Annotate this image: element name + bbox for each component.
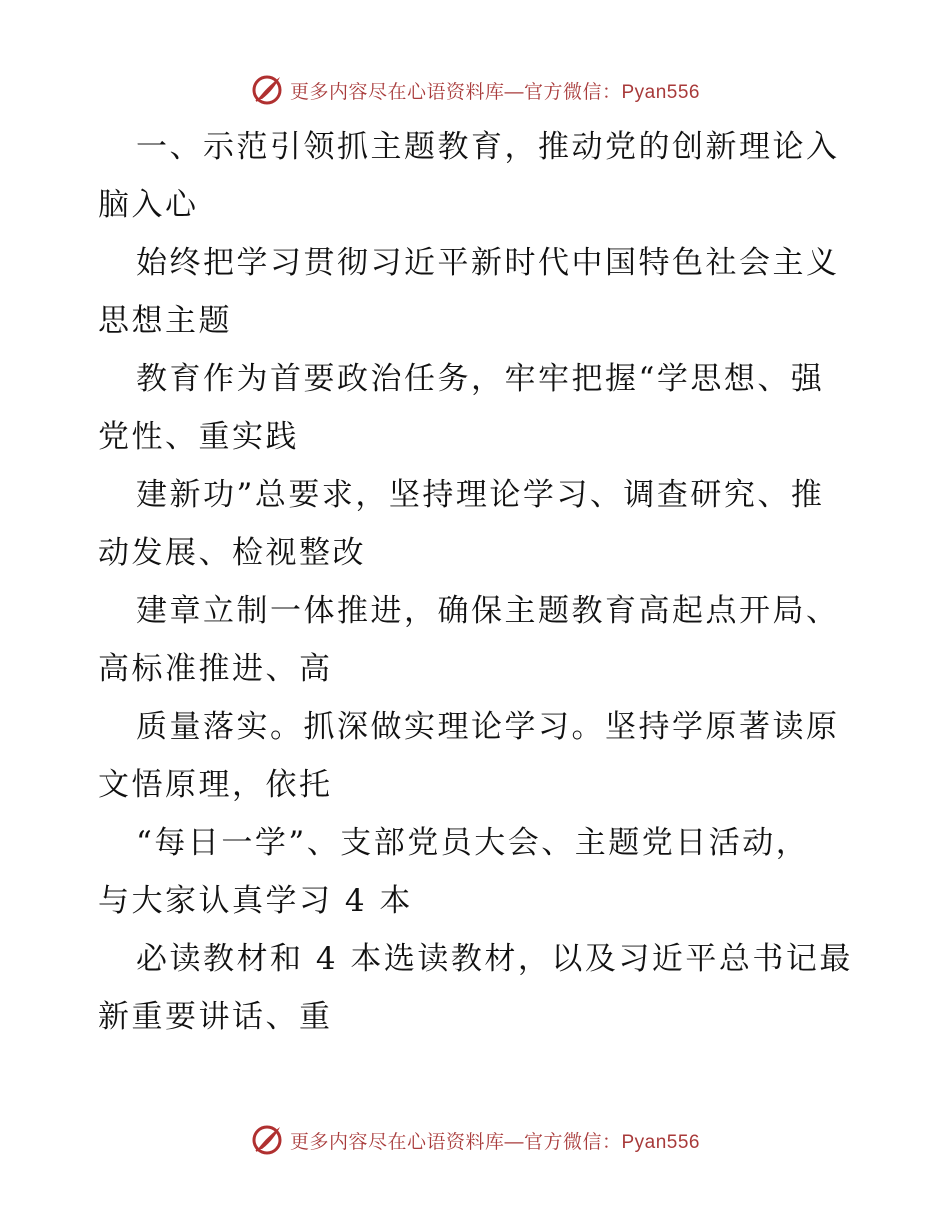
text-line: 脑入心: [98, 187, 199, 223]
text-line: 质量落实。抓深做实理论学习。坚持学原著读原: [136, 709, 840, 745]
feather-seal-logo-icon: [250, 1123, 284, 1157]
footer-watermark: [0, 1120, 950, 1160]
text-line: 建章立制一体推进，确保主题教育高起点开局、: [136, 593, 840, 629]
text-line: 一、示范引领抓主题教育，推动党的创新理论入: [136, 129, 840, 165]
watermark-text: 更多内容尽在心语资料库—官方微信：Pyan556: [289, 81, 700, 103]
text-line: 思想主题: [98, 303, 232, 339]
text-line: 始终把学习贯彻习近平新时代中国特色社会主义: [136, 245, 840, 281]
watermark-text: 更多内容尽在心语资料库—官方微信：Pyan556: [289, 1131, 700, 1153]
header-watermark: [0, 70, 950, 110]
text-line: 文悟原理，依托: [98, 767, 333, 803]
text-line: “每日一学”、支部党员大会、主题党日活动，: [136, 825, 810, 861]
document-body: [98, 118, 858, 1046]
text-line: 建新功”总要求，坚持理论学习、调查研究、推: [136, 477, 825, 513]
text-line: 动发展、检视整改: [98, 535, 366, 571]
text-line: 教育作为首要政治任务，牢牢把握“学思想、强: [136, 361, 825, 397]
text-line: 新重要讲话、重: [98, 999, 333, 1035]
text-line: 必读教材和 4 本选读教材，以及习近平总书记最: [136, 941, 853, 977]
feather-seal-logo-icon: [250, 73, 284, 107]
text-line: 党性、重实践: [98, 419, 299, 455]
text-line: 高标准推进、高: [98, 651, 333, 687]
text-line: 与大家认真学习 4 本: [98, 883, 413, 919]
